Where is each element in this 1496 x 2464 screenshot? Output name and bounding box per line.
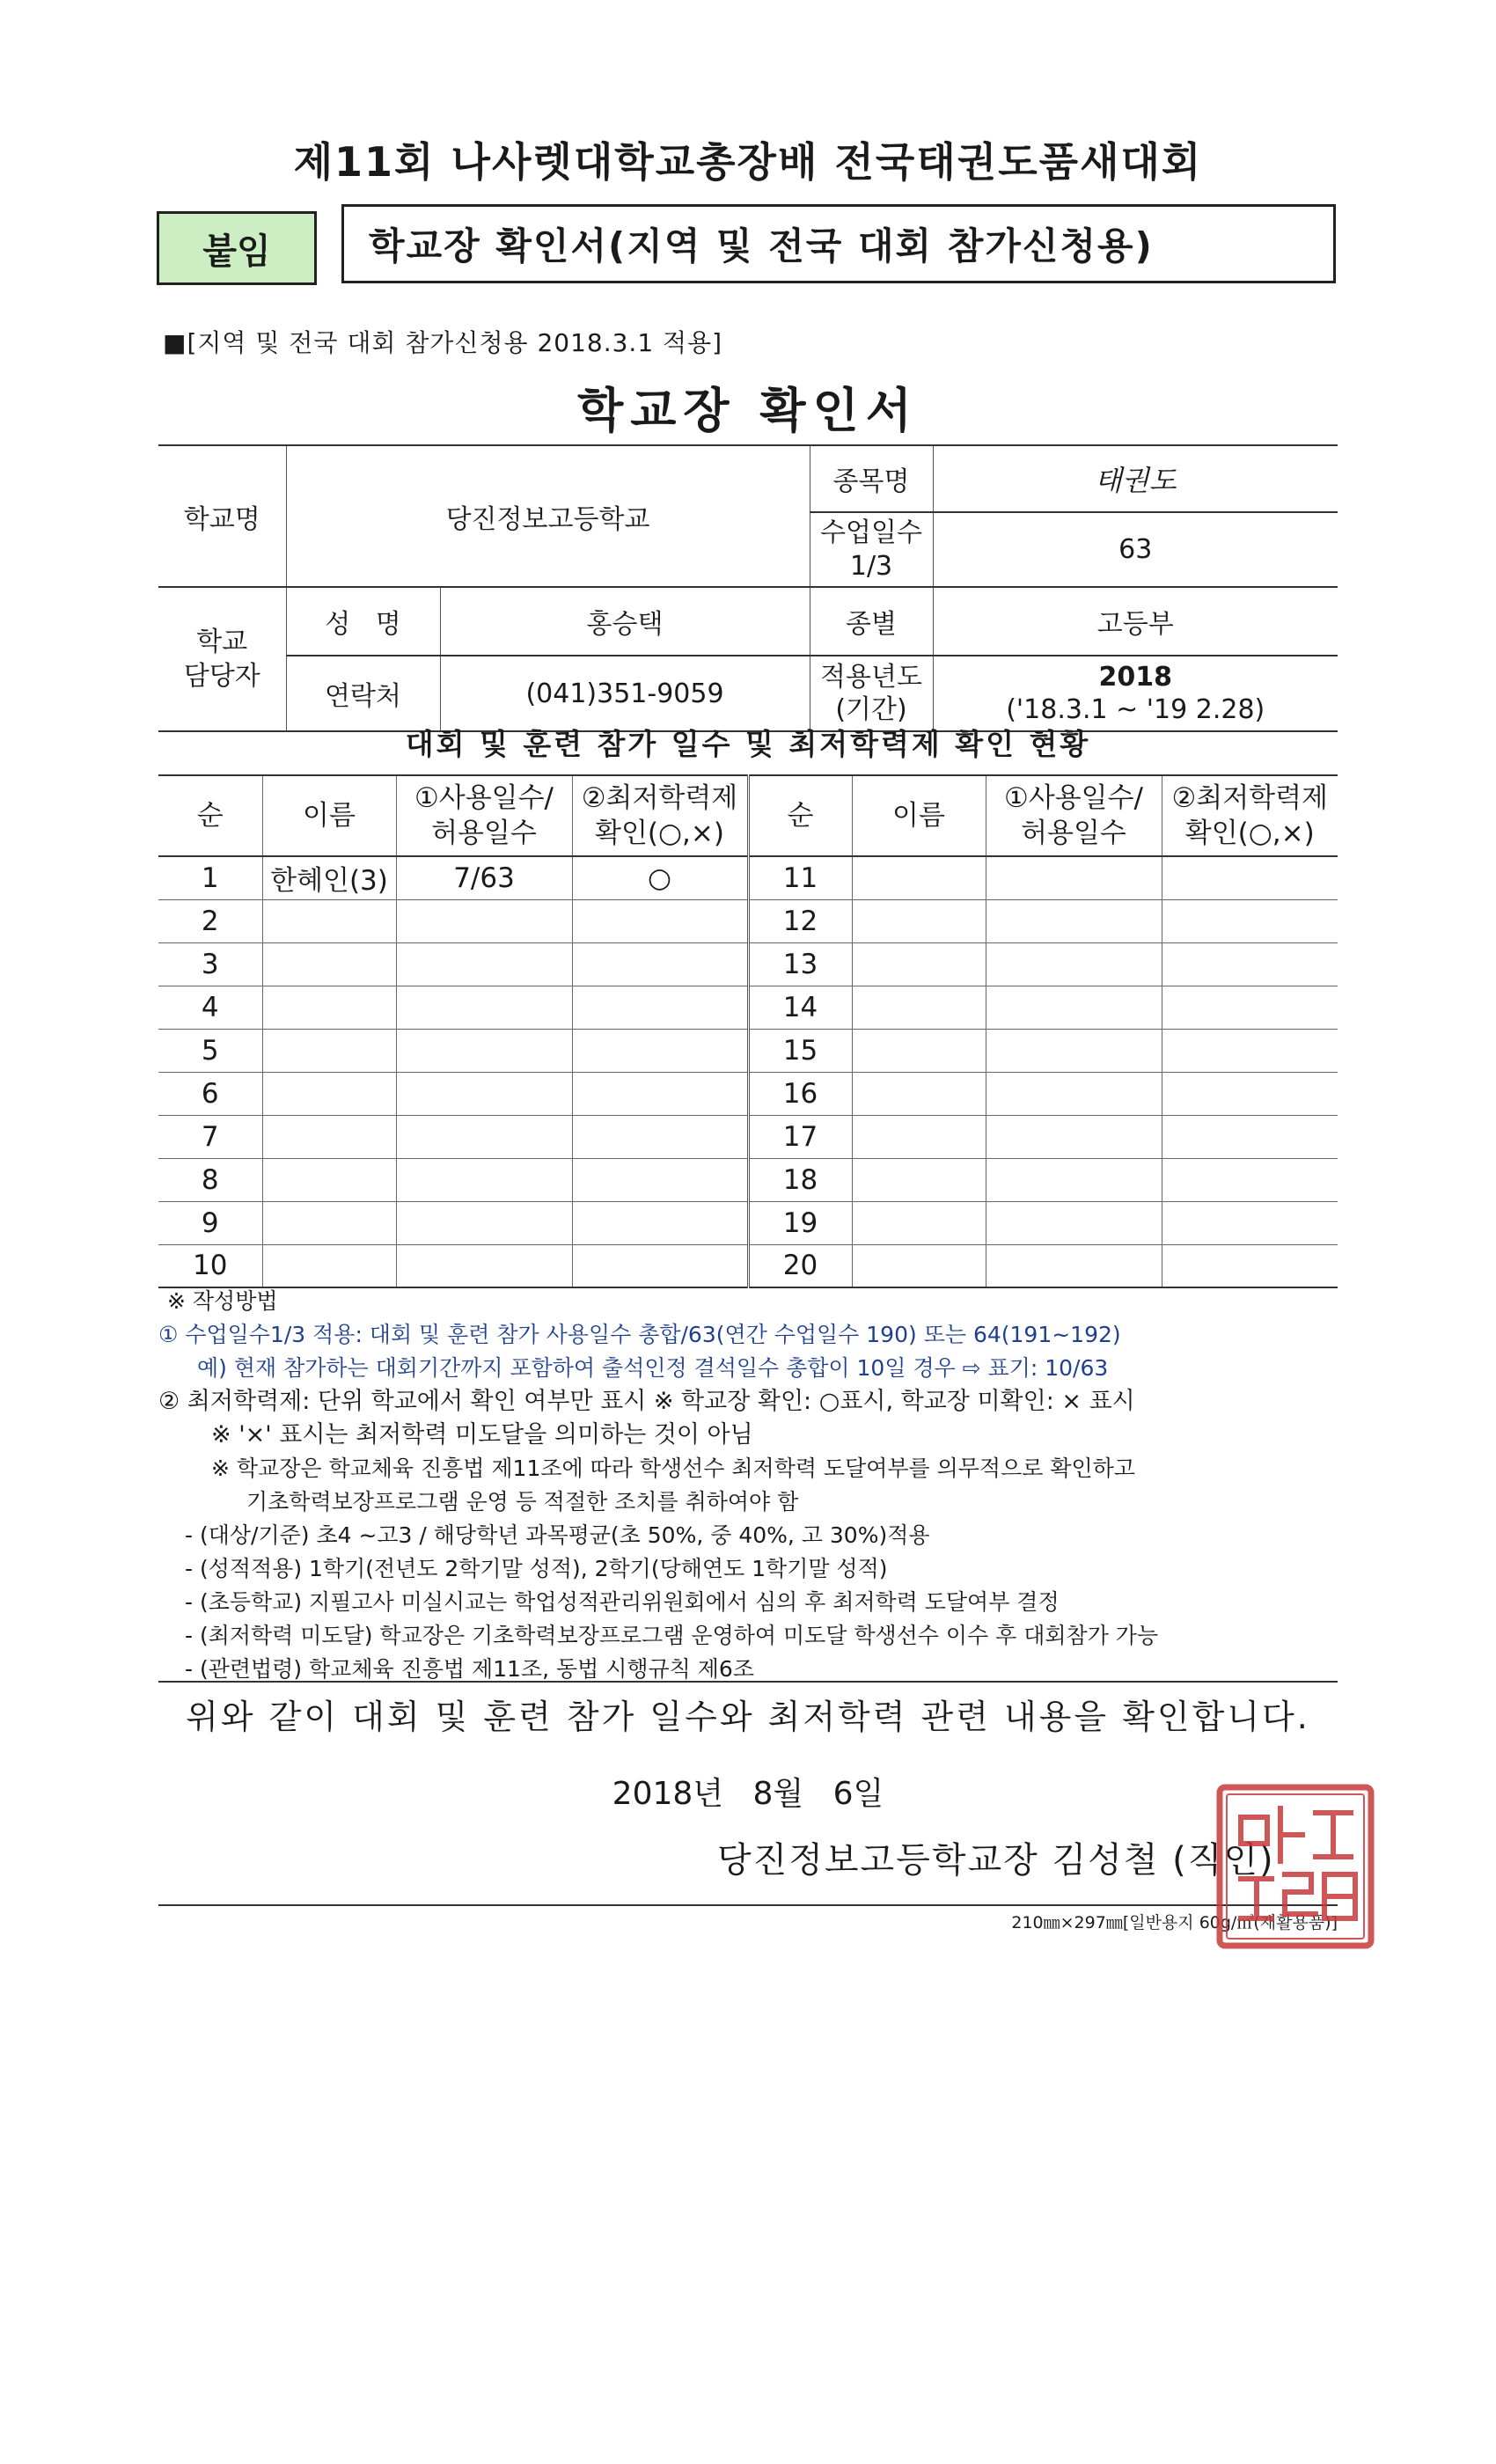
row-name <box>852 942 986 986</box>
row-name <box>852 899 986 942</box>
official-seal-icon <box>1214 1782 1376 1951</box>
row-name <box>262 1115 396 1158</box>
row-check <box>1162 1115 1338 1158</box>
note-2: ② 최저학력제: 단위 학교에서 확인 여부만 표시 ※ 학교장 확인: ○표시, 학교장 미확인: × 표시 <box>158 1388 1135 1415</box>
table-row <box>158 1115 1338 1158</box>
principal-signature: 당진정보고등학교장 김성철 (직인) <box>717 1840 1275 1881</box>
row-number: 6 <box>158 1072 262 1115</box>
year-value: 2018 <box>1098 661 1172 693</box>
row-check <box>572 1072 748 1115</box>
row-name <box>262 1244 396 1287</box>
row-check <box>572 1029 748 1072</box>
table-row <box>158 1072 1338 1115</box>
row-name <box>262 986 396 1029</box>
row-name <box>852 986 986 1029</box>
school-name-value: 당진정보고등학교 <box>286 445 810 587</box>
row-name <box>262 1029 396 1072</box>
row-name <box>852 1072 986 1115</box>
row-name <box>262 942 396 986</box>
row-number: 2 <box>158 899 262 942</box>
row-days <box>986 1244 1162 1287</box>
col-check-header: ②최저학력제 확인(○,×) <box>572 775 748 856</box>
row-check <box>572 1115 748 1158</box>
col-name-header: 이름 <box>262 775 396 856</box>
apply-note: ■[지역 및 전국 대회 참가신청용 2018.3.1 적용] <box>163 328 723 357</box>
row-check <box>1162 942 1338 986</box>
note-bullet-3: - (초등학교) 지필고사 미실시교는 학업성적관리위원회에서 심의 후 최저학력 도달여부 결정 <box>185 1589 1060 1615</box>
row-check <box>572 899 748 942</box>
row-days <box>986 856 1162 899</box>
row-days: 7/63 <box>396 856 572 899</box>
row-name <box>852 856 986 899</box>
note-1b: 예) 현재 참가하는 대회기간까지 포함하여 출석인정 결석일수 총합이 10일 경우 ⇨ 표기: 10/63 <box>197 1355 1109 1381</box>
note-3: ※ '×' 표시는 최저학력 미도달을 의미하는 것이 아님 <box>211 1421 753 1448</box>
row-days <box>396 1115 572 1158</box>
row-days <box>396 1201 572 1244</box>
note-4b: 기초학력보장프로그램 운영 등 적절한 조치를 취하여야 함 <box>246 1489 799 1514</box>
roster-body <box>158 856 1338 1287</box>
class-days-label: 수업일수 1/3 <box>810 512 933 587</box>
row-number: 4 <box>158 986 262 1029</box>
row-number: 14 <box>748 986 852 1029</box>
row-days <box>396 986 572 1029</box>
year-cell <box>933 656 1338 731</box>
document-title: 학교장 확인서 <box>577 383 919 438</box>
row-days <box>986 1201 1162 1244</box>
period-value: ('18.3.1 ~ '19 2.28) <box>1006 694 1265 725</box>
row-number: 10 <box>158 1244 262 1287</box>
note-4a: ※ 학교장은 학교체육 진흥법 제11조에 따라 학생선수 최저학력 도달여부를 의무적으로 확인하고 <box>211 1456 1135 1481</box>
row-name <box>262 1158 396 1201</box>
roster-table <box>158 774 1338 1288</box>
manager-name-value: 홍승택 <box>440 587 810 656</box>
col-no-header-right: 순 <box>748 775 852 856</box>
category-value: 고등부 <box>933 587 1338 656</box>
row-check <box>1162 1158 1338 1201</box>
row-days <box>986 1115 1162 1158</box>
notes-heading: ※ 작성방법 <box>167 1288 278 1314</box>
row-days <box>986 942 1162 986</box>
row-days <box>396 1072 572 1115</box>
row-days <box>396 1029 572 1072</box>
note-bullet-2: - (성적적용) 1학기(전년도 2학기말 성적), 2학기(당해연도 1학기말 성적) <box>185 1556 888 1581</box>
table-row <box>158 856 1338 899</box>
table-row <box>158 1158 1338 1201</box>
contact-label: 연락처 <box>286 656 440 731</box>
col-check-header-right: ②최저학력제 확인(○,×) <box>1162 775 1338 856</box>
row-check <box>572 942 748 986</box>
row-days <box>396 1244 572 1287</box>
row-check: ○ <box>572 856 748 899</box>
row-check <box>1162 1244 1338 1287</box>
attachment-tag: 붙임 <box>157 211 317 285</box>
row-number: 17 <box>748 1115 852 1158</box>
row-days <box>986 1029 1162 1072</box>
table-row <box>158 899 1338 942</box>
row-name <box>262 1072 396 1115</box>
row-name <box>852 1115 986 1158</box>
row-name: 한혜인(3) <box>262 856 396 899</box>
row-days <box>986 1158 1162 1201</box>
row-number: 15 <box>748 1029 852 1072</box>
note-bullet-5: - (관련법령) 학교체육 진흥법 제11조, 동법 시행규칙 제6조 <box>185 1656 754 1682</box>
row-name <box>852 1201 986 1244</box>
row-number: 20 <box>748 1244 852 1287</box>
table-row <box>158 1201 1338 1244</box>
footer-divider <box>158 1904 1338 1906</box>
row-days <box>396 1158 572 1201</box>
col-days-header-right: ①사용일수/ 허용일수 <box>986 775 1162 856</box>
row-name <box>262 899 396 942</box>
table-row <box>158 1029 1338 1072</box>
subject-value: 태권도 <box>933 445 1338 512</box>
roster-section-title: 대회 및 훈련 참가 일수 및 최저학력제 확인 현황 <box>405 727 1091 761</box>
competition-title: 제11회 나사렛대학교총장배 전국태권도품새대회 <box>293 138 1203 186</box>
row-number: 12 <box>748 899 852 942</box>
class-days-value: 63 <box>933 512 1338 587</box>
notes-divider <box>158 1681 1338 1683</box>
row-days <box>986 899 1162 942</box>
row-check <box>572 1244 748 1287</box>
row-check <box>572 1201 748 1244</box>
row-name <box>852 1244 986 1287</box>
school-info-table <box>158 444 1338 732</box>
row-check <box>572 1158 748 1201</box>
roster-header-row <box>158 775 1338 856</box>
row-days <box>396 942 572 986</box>
confirmation-statement: 위와 같이 대회 및 훈련 참가 일수와 최저학력 관련 내용을 확인합니다. <box>186 1698 1310 1736</box>
note-bullet-1: - (대상/기준) 초4 ~고3 / 해당학년 과목평균(초 50%, 중 40%, 고 30%)적용 <box>185 1522 930 1548</box>
row-number: 7 <box>158 1115 262 1158</box>
row-number: 5 <box>158 1029 262 1072</box>
row-check <box>1162 986 1338 1029</box>
row-check <box>1162 856 1338 899</box>
col-no-header: 순 <box>158 775 262 856</box>
row-days <box>986 986 1162 1029</box>
row-number: 8 <box>158 1158 262 1201</box>
table-row <box>158 942 1338 986</box>
row-number: 3 <box>158 942 262 986</box>
row-number: 9 <box>158 1201 262 1244</box>
contact-value: (041)351-9059 <box>440 656 810 731</box>
issue-date: 2018년 8월 6일 <box>612 1776 884 1812</box>
row-number: 11 <box>748 856 852 899</box>
col-name-header-right: 이름 <box>852 775 986 856</box>
row-days <box>986 1072 1162 1115</box>
note-1a: ① 수업일수1/3 적용: 대회 및 훈련 참가 사용일수 총합/63(연간 수업일수 190) 또는 64(191~192) <box>158 1322 1121 1347</box>
category-label: 종별 <box>810 587 933 656</box>
row-number: 19 <box>748 1201 852 1244</box>
writing-notes <box>158 1285 1355 1686</box>
row-number: 13 <box>748 942 852 986</box>
row-name <box>852 1029 986 1072</box>
manager-label: 학교 담당자 <box>158 587 286 731</box>
row-check <box>1162 1201 1338 1244</box>
row-number: 1 <box>158 856 262 899</box>
table-row <box>158 1244 1338 1287</box>
col-days-header: ①사용일수/ 허용일수 <box>396 775 572 856</box>
row-name <box>852 1158 986 1201</box>
table-row <box>158 986 1338 1029</box>
row-days <box>396 899 572 942</box>
row-check <box>1162 899 1338 942</box>
year-label: 적용년도 (기간) <box>810 656 933 731</box>
row-check <box>572 986 748 1029</box>
paper-spec: 210㎜×297㎜[일반용지 60g/㎡(재활용품)] <box>1011 1913 1338 1932</box>
row-check <box>1162 1029 1338 1072</box>
subject-label: 종목명 <box>810 445 933 512</box>
form-subtitle: 학교장 확인서(지역 및 전국 대회 참가신청용) <box>341 204 1336 283</box>
row-check <box>1162 1072 1338 1115</box>
school-name-label: 학교명 <box>158 445 286 587</box>
manager-name-label: 성 명 <box>286 587 440 656</box>
row-number: 18 <box>748 1158 852 1201</box>
row-number: 16 <box>748 1072 852 1115</box>
row-name <box>262 1201 396 1244</box>
note-bullet-4: - (최저학력 미도달) 학교장은 기초학력보장프로그램 운영하여 미도달 학생선수 이수 후 대회참가 가능 <box>185 1623 1159 1648</box>
